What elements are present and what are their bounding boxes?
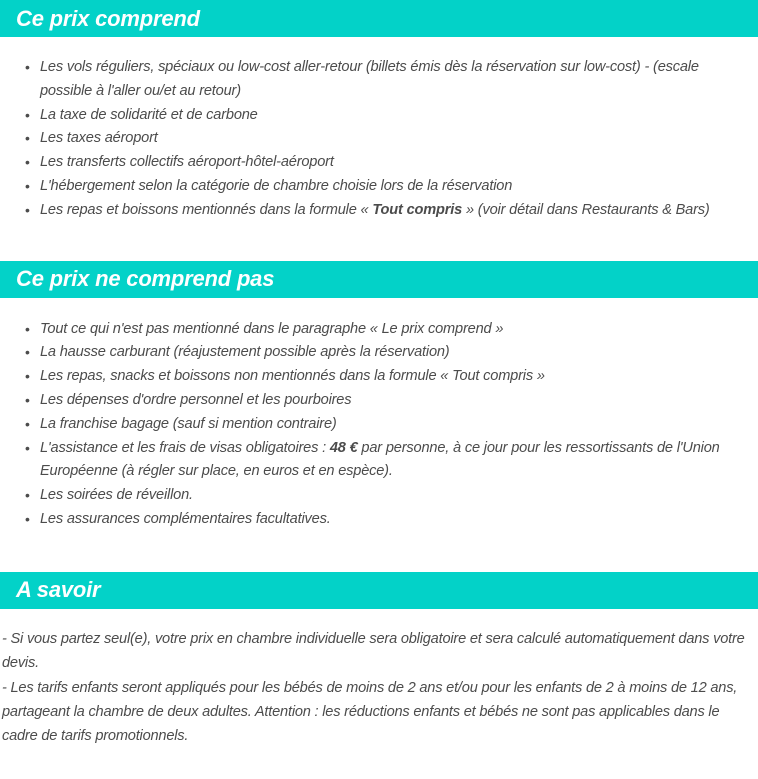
list-item [0, 127, 758, 151]
list-item-text: L'hébergement selon la catégorie de chambre choisie lors de la réservation [40, 177, 513, 194]
list-item-text: Les transferts collectifs aéroport-hôtel-aéroport [40, 154, 334, 171]
list-item-text-post: » (voir détail dans Restaurants & Bars) [462, 201, 710, 218]
list-item-text: Les vols réguliers, spéciaux ou low-cost aller-retour (billets émis dès la réservation sur low-cost) - (escale possible à l'aller ou/et au retour) [40, 59, 699, 99]
list-item [0, 104, 758, 128]
notes-wrapper [0, 609, 758, 749]
list-item [0, 175, 758, 199]
list-item [0, 365, 758, 389]
list-item-text: Les dépenses d'ordre personnel et les pourboires [40, 391, 352, 408]
list-item-text: Les assurances complémentaires facultatives. [40, 510, 331, 527]
list-item-text: Les taxes aéroport [40, 130, 158, 147]
includes-list-wrapper [0, 37, 758, 223]
section-header-bar-excludes [0, 261, 758, 298]
includes-list [0, 56, 758, 223]
list-item [0, 56, 758, 104]
list-item [0, 437, 758, 485]
list-item-text-emphasis: 48 € [329, 439, 358, 456]
section-header-bar-includes [0, 0, 758, 37]
list-item [0, 389, 758, 413]
list-item-text: Tout ce qui n'est pas mentionné dans le paragraphe « Le prix comprend » [40, 320, 504, 337]
list-item-text-post: par personne, à ce jour pour les ressortissants de l'Union Européenne (à régler sur place, en euros et en espèce). [40, 439, 720, 480]
section-title-includes: Ce prix comprend [16, 5, 200, 31]
list-item-text: La taxe de solidarité et de carbone [40, 106, 258, 123]
list-item-text-pre: Les repas et boissons mentionnés dans la formule « [40, 201, 373, 218]
section-title-notes: A savoir [16, 577, 101, 603]
list-item [0, 151, 758, 175]
list-item [0, 318, 758, 342]
section-gap-2 [0, 532, 758, 572]
list-item [0, 413, 758, 437]
list-item-text: La franchise bagage (sauf si mention contraire) [40, 415, 337, 432]
list-item-text-pre: L'assistance et les frais de visas obligatoires : [40, 439, 330, 456]
note-paragraph: - Si vous partez seul(e), votre prix en chambre individuelle sera obligatoire et sera calculé automatiquement dans votre devis. [2, 630, 745, 672]
notes-block [0, 627, 758, 749]
list-item-text-emphasis: Tout compris [372, 201, 463, 218]
section-ce-prix-ne-comprend-pas [0, 261, 758, 532]
list-item [0, 508, 758, 532]
section-title-excludes: Ce prix ne comprend pas [16, 266, 275, 292]
list-item-text: Les repas, snacks et boissons non mentionnés dans la formule « Tout compris » [40, 368, 545, 385]
list-item [0, 199, 758, 223]
section-header-bar-notes [0, 572, 758, 609]
list-item [0, 341, 758, 365]
list-item [0, 484, 758, 508]
note-paragraph: - Les tarifs enfants seront appliqués pour les bébés de moins de 2 ans et/ou pour les enfants de 2 à moins de 12 ans, partageant la chambre de deux adultes. Attention : les réductions enfants et bébés ne sont pas applicables dans le cadre de tarifs promotionnels. [2, 679, 738, 745]
excludes-list-wrapper [0, 298, 758, 532]
list-item-text: La hausse carburant (réajustement possible après la réservation) [40, 344, 450, 361]
section-a-savoir [0, 572, 758, 749]
list-item-text: Les soirées de réveillon. [40, 487, 193, 504]
section-gap-1 [0, 223, 758, 261]
excludes-list [0, 318, 758, 532]
section-ce-prix-comprend [0, 0, 758, 223]
